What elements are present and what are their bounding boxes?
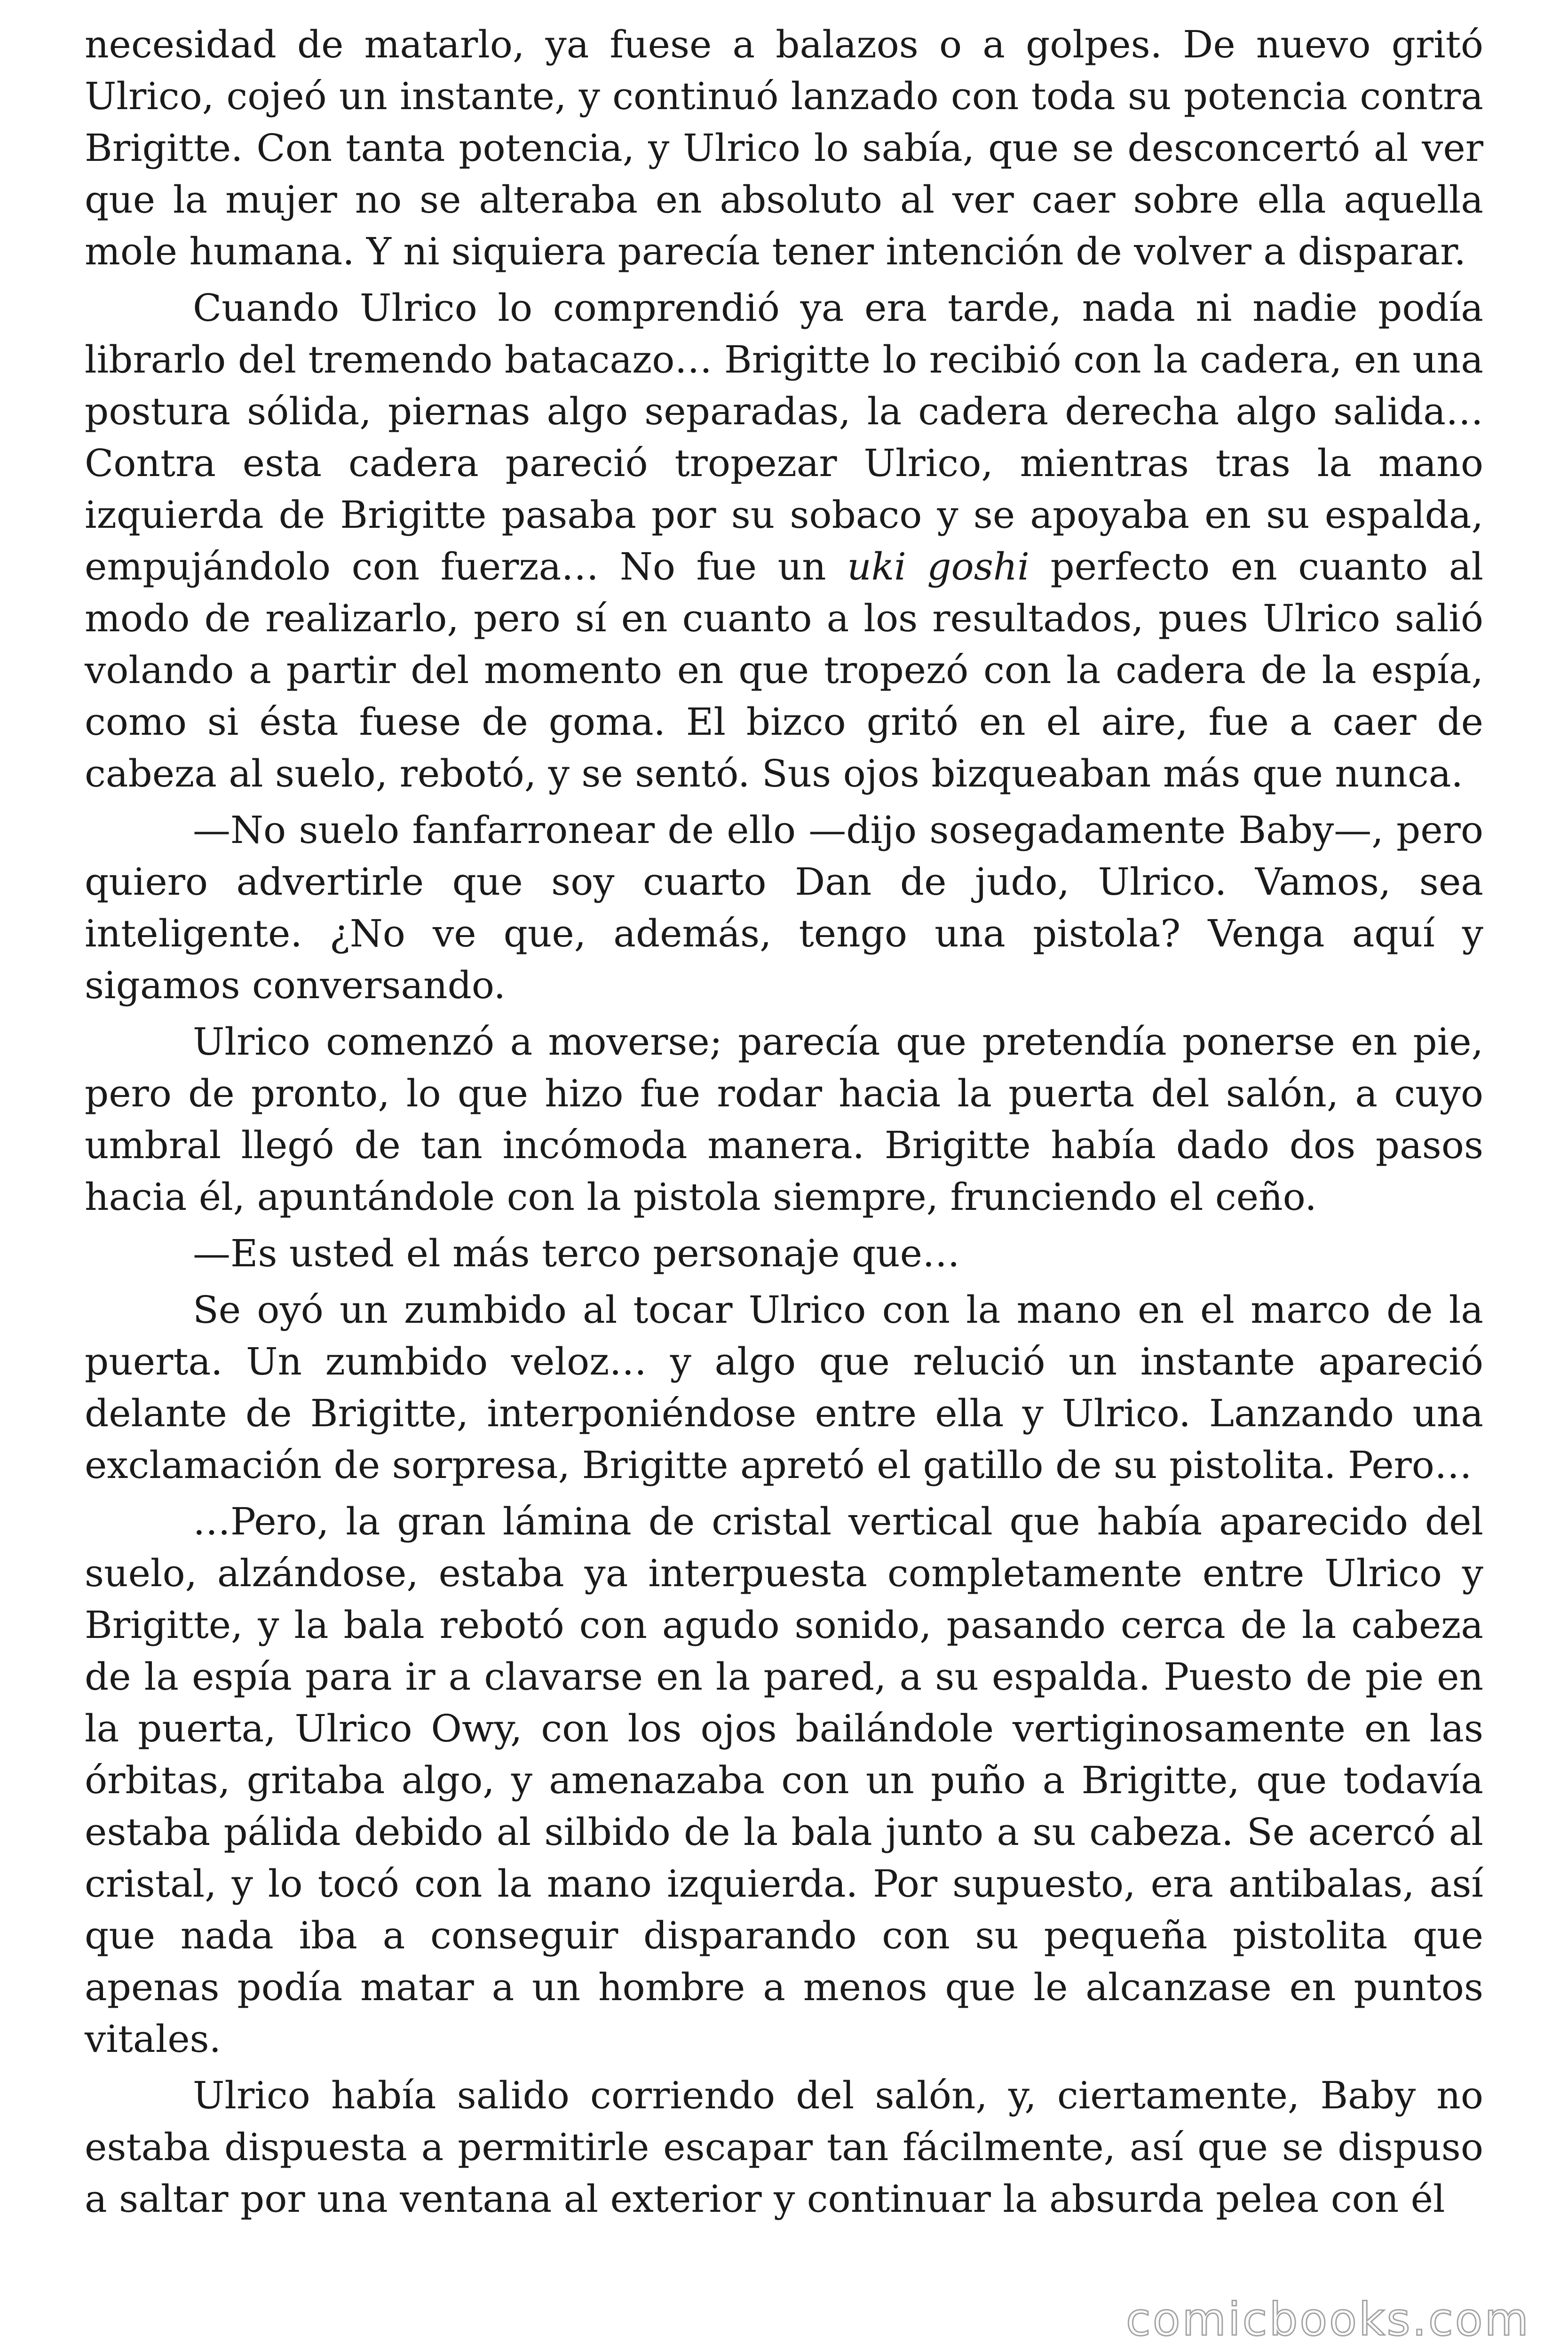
paragraph-5: —Es usted el más terco personaje que… xyxy=(193,1232,960,1275)
paragraph-4: Ulrico comenzó a moverse; parecía que pretendía ponerse en pie, pero de pronto, lo que hizo fue rodar hacia la puerta del salón, a cuyo umbral llegó de tan incómoda manera. Brigitte había dado dos pasos hacia él, apuntándole con la pistola siempre, frunciendo el ceño. xyxy=(85,1020,1483,1219)
paragraph-6: Se oyó un zumbido al tocar Ulrico con la mano en el marco de la puerta. Un zumbido veloz… y algo que relució un instante apareció delante de Brigitte, interponiéndose entre ella y Ulrico. Lanzando una exclamación de sorpresa, Brigitte apretó el gatillo de su pistolita. Pero… xyxy=(85,1288,1483,1487)
watermark: comicbooks.com xyxy=(1125,2293,1530,2346)
italic-term: uki goshi xyxy=(847,545,1029,588)
paragraph-2-text-before: Cuando Ulrico lo comprendió ya era tarde, nada ni nadie podía librarlo del tremendo batacazo… Brigitte lo recibió con la cadera, en una postura sólida, piernas algo separadas, la cadera derecha algo salida… Contra esta cadera pareció tropezar Ulrico, mientras tras la mano izquierda de Brigitte pasaba por su sobaco y se apoyaba en su espalda, empujándolo con fuerza… No fue un xyxy=(85,286,1483,588)
paragraph-1: necesidad de matarlo, ya fuese a balazos o a golpes. De nuevo gritó Ulrico, cojeó un instante, y continuó lanzado con toda su potencia contra Brigitte. Con tanta potencia, y Ulrico lo sabía, que se desconcertó al ver que la mujer no se alteraba en absoluto al ver caer sobre ella aquella mole humana. Y ni siquiera parecía tener intención de volver a disparar. xyxy=(85,23,1483,273)
paragraph-3: —No suelo fanfarronear de ello —dijo sosegadamente Baby—, pero quiero advertirle que soy cuarto Dan de judo, Ulrico. Vamos, sea inteligente. ¿No ve que, además, tengo una pistola? Venga aquí y sigamos conversando. xyxy=(85,808,1483,1007)
paragraph-2 xyxy=(85,282,1483,800)
paragraph-8: Ulrico había salido corriendo del salón, y, ciertamente, Baby no estaba dispuesta a permitirle escapar tan fácilmente, así que se dispuso a saltar por una ventana al exterior y continuar la absurda pelea con él xyxy=(85,2074,1483,2221)
paragraph-7: …Pero, la gran lámina de cristal vertical que había aparecido del suelo, alzándose, estaba ya interpuesta completamente entre Ulrico y Brigitte, y la bala rebotó con agudo sonido, pasando cerca de la cabeza de la espía para ir a clavarse en la pared, a su espalda. Puesto de pie en la puerta, Ulrico Owy, con los ojos bailándole vertiginosamente en las órbitas, gritaba algo, y amenazaba con un puño a Brigitte, que todavía estaba pálida debido al silbido de la bala junto a su cabeza. Se acercó al cristal, y lo tocó con la mano izquierda. Por supuesto, era antibalas, así que nada iba a conseguir disparando con su pequeña pistolita que apenas podía matar a un hombre a menos que le alcanzase en puntos vitales. xyxy=(85,1500,1483,2061)
book-page xyxy=(85,19,1483,2225)
paragraph-2-text-after: perfecto en cuanto al modo de realizarlo, pero sí en cuanto a los resultados, pues Ulrico salió volando a partir del momento en que tropezó con la cadera de la espía, como si ésta fuese de goma. El bizco gritó en el aire, fue a caer de cabeza al suelo, rebotó, y se sentó. Sus ojos bizqueaban más que nunca. xyxy=(85,545,1484,795)
